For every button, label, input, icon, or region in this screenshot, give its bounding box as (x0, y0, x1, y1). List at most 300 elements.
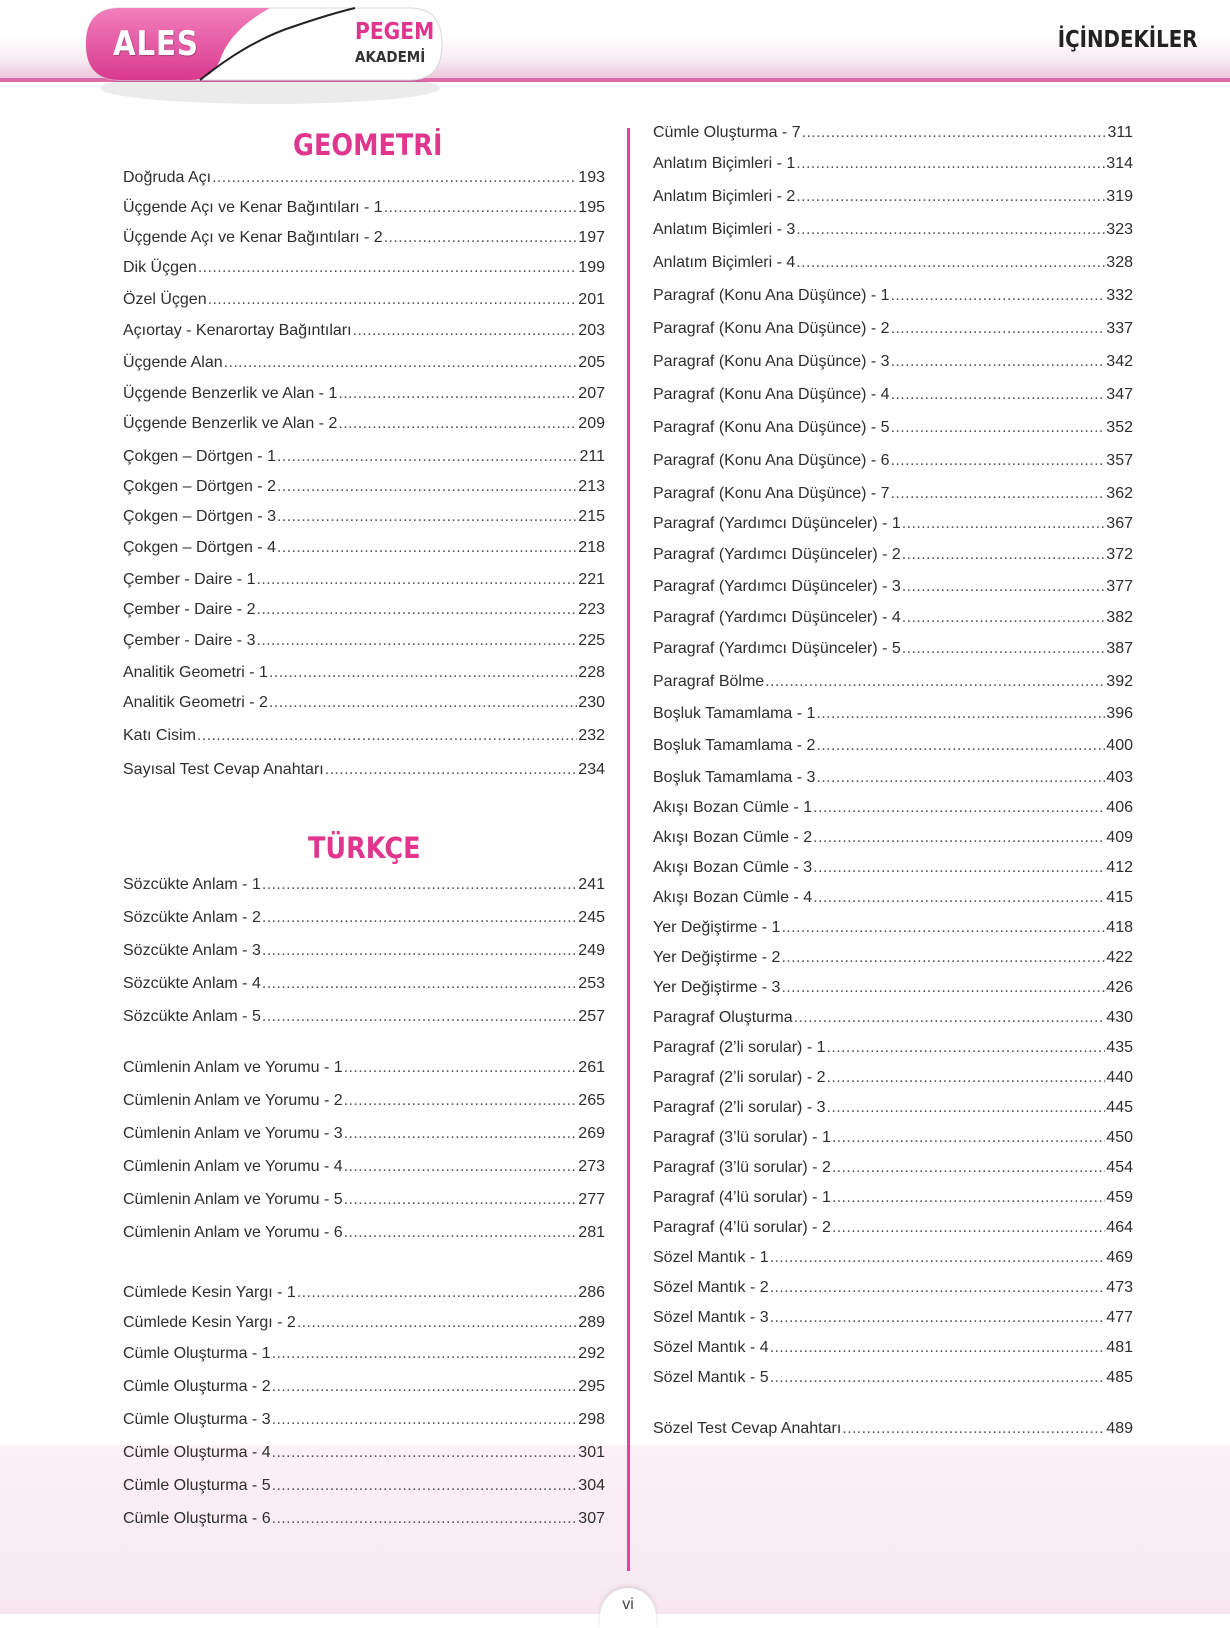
toc-entry[interactable] (123, 1375, 605, 1401)
toc-entry-page: 464 (1106, 1219, 1133, 1236)
toc-entry[interactable] (653, 1036, 1133, 1062)
dot-leader (827, 1096, 1106, 1120)
toc-entry-page: 232 (578, 727, 605, 744)
dot-leader (796, 251, 1105, 275)
dot-leader (344, 1089, 578, 1113)
toc-entry-page: 197 (578, 229, 605, 246)
toc-entry-title: Cümlenin Anlam ve Yorumu - 2 (123, 1092, 343, 1109)
toc-entry-title: Cümle Oluşturma - 5 (123, 1477, 271, 1494)
toc-entry-title: Paragraf (3’lü sorular) - 1 (653, 1129, 831, 1146)
toc-entry[interactable] (123, 256, 605, 282)
dot-leader (832, 1186, 1105, 1210)
toc-entry[interactable] (123, 1122, 605, 1148)
toc-entry-page: 209 (578, 415, 605, 432)
toc-entry[interactable] (123, 445, 605, 471)
toc-entry-page: 418 (1106, 919, 1133, 936)
toc-entry[interactable] (653, 251, 1133, 277)
toc-entry-title: Sözcükte Anlam - 4 (123, 975, 261, 992)
toc-entry-page: 440 (1106, 1069, 1133, 1086)
toc-entry-title: Paragraf (2’li sorular) - 3 (653, 1099, 826, 1116)
toc-entry-page: 430 (1106, 1009, 1133, 1026)
dot-leader (781, 946, 1105, 970)
toc-entry-title: Yer Değiştirme - 1 (653, 919, 781, 936)
toc-entry-title: Çokgen – Dörtgen - 3 (123, 508, 276, 525)
toc-entry-title: Yer Değiştirme - 2 (653, 949, 781, 966)
dot-leader (796, 152, 1105, 176)
toc-entry-title: Çokgen – Dörtgen - 2 (123, 478, 276, 495)
toc-entry-title: Üçgende Açı ve Kenar Bağıntıları - 1 (123, 199, 383, 216)
toc-entry-title: Analitik Geometri - 1 (123, 664, 268, 681)
toc-entry-page: 337 (1106, 320, 1133, 337)
toc-entry[interactable] (123, 1056, 605, 1082)
toc-entry-title: Boşluk Tamamlama - 1 (653, 705, 816, 722)
toc-entry[interactable] (653, 886, 1133, 912)
toc-entry[interactable] (653, 734, 1133, 760)
toc-entry-page: 277 (578, 1191, 605, 1208)
toc-entry-page: 292 (578, 1345, 605, 1362)
toc-entry-title: Paragraf Bölme (653, 673, 765, 690)
toc-entry[interactable] (653, 1156, 1133, 1182)
toc-entry-page: 203 (578, 322, 605, 339)
toc-entry-title: Paragraf (4’lü sorular) - 1 (653, 1189, 831, 1206)
toc-entry-page: 301 (578, 1444, 605, 1461)
toc-entry[interactable] (123, 196, 605, 222)
toc-entry[interactable] (653, 416, 1133, 442)
toc-entry[interactable] (653, 1366, 1133, 1392)
toc-entry-title: Doğruda Açı (123, 169, 212, 186)
toc-entry-title: Paragraf (2’li sorular) - 1 (653, 1039, 826, 1056)
toc-entry-title: Cümle Oluşturma - 3 (123, 1411, 271, 1428)
toc-entry[interactable] (653, 121, 1133, 147)
toc-entry-page: 211 (579, 448, 605, 465)
toc-entry-page: 213 (578, 478, 605, 495)
toc-entry-page: 477 (1106, 1309, 1133, 1326)
dot-leader (384, 196, 578, 220)
toc-entry-title: Sözcükte Anlam - 3 (123, 942, 261, 959)
toc-entry-title: Cümlenin Anlam ve Yorumu - 3 (123, 1125, 343, 1142)
toc-entry[interactable] (123, 475, 605, 501)
toc-entry-title: Çember - Daire - 3 (123, 632, 256, 649)
toc-entry-title: Sözcükte Anlam - 1 (123, 876, 261, 893)
section-title-geometri: GEOMETRİ (293, 128, 443, 162)
dot-leader (272, 1342, 578, 1366)
dot-leader (891, 482, 1106, 506)
toc-entry[interactable] (653, 218, 1133, 244)
toc-entry-page: 319 (1106, 188, 1133, 205)
toc-entry-title: Sözel Mantık - 3 (653, 1309, 769, 1326)
toc-entry-page: 435 (1106, 1039, 1133, 1056)
toc-entry[interactable] (123, 351, 605, 377)
toc-entry[interactable] (653, 670, 1133, 696)
toc-entry[interactable] (653, 1186, 1133, 1212)
toc-entry[interactable] (653, 1006, 1133, 1032)
toc-entry-title: Paragraf (Konu Ana Düşünce) - 6 (653, 452, 890, 469)
toc-entry-page: 218 (578, 539, 605, 556)
dot-leader (272, 1375, 578, 1399)
toc-entry[interactable] (123, 1441, 605, 1467)
toc-entry-page: 362 (1106, 485, 1133, 502)
toc-entry-title: Paragraf (Yardımcı Düşünceler) - 5 (653, 640, 901, 657)
toc-entry[interactable] (123, 288, 605, 314)
toc-entry-page: 193 (578, 169, 605, 186)
toc-entry-title: Paragraf (Konu Ana Düşünce) - 7 (653, 485, 890, 502)
dot-leader (813, 886, 1105, 910)
toc-entry-page: 295 (578, 1378, 605, 1395)
toc-entry-page: 207 (578, 385, 605, 402)
toc-entry[interactable] (653, 796, 1133, 822)
toc-entry[interactable] (653, 826, 1133, 852)
dot-leader (902, 543, 1106, 567)
toc-entry-title: Paragraf Oluşturma (653, 1009, 793, 1026)
toc-entry[interactable] (653, 946, 1133, 972)
dot-leader (816, 702, 1105, 726)
dot-leader (272, 1507, 578, 1531)
dot-leader (796, 218, 1105, 242)
toc-entry-title: Çokgen – Dörtgen - 4 (123, 539, 276, 556)
toc-entry[interactable] (653, 383, 1133, 409)
dot-leader (827, 1066, 1106, 1090)
dot-leader (827, 1036, 1106, 1060)
toc-entry[interactable] (123, 505, 605, 531)
toc-entry-title: Cümlede Kesin Yargı - 1 (123, 1284, 296, 1301)
toc-entry-page: 257 (578, 1008, 605, 1025)
toc-entry-page: 489 (1106, 1420, 1133, 1437)
toc-entry[interactable] (653, 916, 1133, 942)
toc-entry-page: 415 (1106, 889, 1133, 906)
dot-leader (344, 1188, 578, 1212)
dot-leader (384, 226, 578, 250)
toc-entry[interactable] (123, 1281, 605, 1307)
toc-entry-title: Sözel Mantık - 2 (653, 1279, 769, 1296)
toc-entry-title: Çember - Daire - 1 (123, 571, 256, 588)
dot-leader (813, 856, 1105, 880)
ales-brand: ALES (113, 24, 199, 64)
toc-entry[interactable] (653, 1246, 1133, 1272)
dot-leader (781, 976, 1105, 1000)
toc-entry-title: Paragraf (3’lü sorular) - 2 (653, 1159, 831, 1176)
dot-leader (198, 256, 577, 280)
toc-entry-page: 261 (578, 1059, 605, 1076)
dot-leader (770, 1336, 1106, 1360)
dot-leader (262, 939, 577, 963)
toc-entry-page: 481 (1106, 1339, 1133, 1356)
toc-entry[interactable] (123, 1005, 605, 1031)
toc-entry-title: Anlatım Biçimleri - 2 (653, 188, 796, 205)
toc-entry[interactable] (653, 637, 1133, 663)
dot-leader (262, 1005, 577, 1029)
dot-leader (197, 724, 577, 748)
toc-entry-page: 352 (1106, 419, 1133, 436)
dot-leader (269, 691, 577, 715)
toc-entry[interactable] (653, 1276, 1133, 1302)
toc-entry[interactable] (123, 598, 605, 624)
toc-entry-title: Anlatım Biçimleri - 3 (653, 221, 796, 238)
dot-leader (770, 1306, 1106, 1330)
toc-entry[interactable] (653, 1096, 1133, 1122)
toc-entry-page: 382 (1106, 609, 1133, 626)
toc-entry[interactable] (123, 536, 605, 562)
dot-leader (770, 1366, 1106, 1390)
toc-entry-page: 396 (1106, 705, 1133, 722)
toc-entry-title: Cümle Oluşturma - 7 (653, 124, 801, 141)
toc-entry-page: 412 (1106, 859, 1133, 876)
dot-leader (338, 382, 577, 406)
dot-leader (891, 416, 1106, 440)
toc-entry-title: Özel Üçgen (123, 291, 207, 308)
toc-entry[interactable] (653, 185, 1133, 211)
dot-leader (269, 661, 577, 685)
dot-leader (902, 606, 1106, 630)
toc-entry-page: 459 (1106, 1189, 1133, 1206)
toc-entry-title: Cümlede Kesin Yargı - 2 (123, 1314, 296, 1331)
toc-entry[interactable] (653, 350, 1133, 376)
toc-entry[interactable] (123, 226, 605, 252)
toc-entry-page: 286 (578, 1284, 605, 1301)
toc-entry[interactable] (123, 724, 605, 750)
toc-entry[interactable] (123, 873, 605, 899)
dot-leader (338, 412, 577, 436)
toc-entry-page: 314 (1106, 155, 1133, 172)
toc-entry-title: Boşluk Tamamlama - 2 (653, 737, 816, 754)
toc-entry-title: Cümle Oluşturma - 6 (123, 1510, 271, 1527)
toc-entry[interactable] (123, 661, 605, 687)
toc-entry[interactable] (653, 976, 1133, 1002)
toc-entry[interactable] (653, 284, 1133, 310)
dot-leader (832, 1156, 1105, 1180)
page-title: İÇİNDEKİLER (1058, 27, 1198, 53)
toc-entry[interactable] (653, 317, 1133, 343)
dot-leader (781, 916, 1105, 940)
dot-leader (256, 568, 577, 592)
toc-entry-title: Paragraf (Yardımcı Düşünceler) - 3 (653, 578, 901, 595)
toc-entry-page: 485 (1106, 1369, 1133, 1386)
dot-leader (277, 505, 577, 529)
toc-entry-title: Çember - Daire - 2 (123, 601, 256, 618)
dot-leader (765, 670, 1105, 694)
toc-entry-title: Sözel Mantık - 5 (653, 1369, 769, 1386)
toc-entry-page: 273 (578, 1158, 605, 1175)
toc-entry-page: 221 (578, 571, 605, 588)
dot-leader (832, 1126, 1105, 1150)
toc-entry[interactable] (653, 1126, 1133, 1152)
dot-leader (770, 1276, 1106, 1300)
toc-entry[interactable] (653, 512, 1133, 538)
toc-entry[interactable] (123, 1155, 605, 1181)
dot-leader (277, 445, 579, 469)
toc-entry-page: 265 (578, 1092, 605, 1109)
toc-entry-title: Sözel Test Cevap Anahtarı (653, 1420, 842, 1437)
dot-leader (212, 166, 577, 190)
dot-leader (902, 637, 1106, 661)
toc-entry-title: Üçgende Alan (123, 354, 223, 371)
toc-entry-page: 473 (1106, 1279, 1133, 1296)
toc-entry[interactable] (123, 758, 605, 784)
dot-leader (277, 475, 577, 499)
toc-entry-page: 298 (578, 1411, 605, 1428)
dot-leader (344, 1122, 578, 1146)
dot-leader (832, 1216, 1105, 1240)
dot-leader (770, 1246, 1106, 1270)
toc-entry-page: 387 (1106, 640, 1133, 657)
toc-entry[interactable] (653, 1216, 1133, 1242)
toc-entry[interactable] (123, 319, 605, 345)
toc-entry-title: Üçgende Benzerlik ve Alan - 1 (123, 385, 338, 402)
toc-entry-page: 234 (578, 761, 605, 778)
dot-leader (891, 317, 1106, 341)
toc-entry-page: 367 (1106, 515, 1133, 532)
toc-entry-page: 392 (1106, 673, 1133, 690)
dot-leader (816, 766, 1105, 790)
toc-entry-title: Anlatım Biçimleri - 1 (653, 155, 796, 172)
column-divider (627, 128, 630, 1571)
publisher-name: PEGEM (355, 19, 435, 45)
dot-leader (208, 288, 578, 312)
toc-entry[interactable] (653, 152, 1133, 178)
toc-entry-page: 307 (578, 1510, 605, 1527)
toc-entry-page: 406 (1106, 799, 1133, 816)
toc-entry-title: Sayısal Test Cevap Anahtarı (123, 761, 324, 778)
toc-entry[interactable] (123, 1188, 605, 1214)
toc-entry-page: 422 (1106, 949, 1133, 966)
dot-leader (902, 512, 1106, 536)
toc-entry[interactable] (653, 1336, 1133, 1362)
dot-leader (272, 1441, 578, 1465)
toc-entry-title: Paragraf (Konu Ana Düşünce) - 4 (653, 386, 890, 403)
dot-leader (272, 1408, 578, 1432)
toc-entry-title: Paragraf (Yardımcı Düşünceler) - 4 (653, 609, 901, 626)
toc-entry-title: Paragraf (Konu Ana Düşünce) - 3 (653, 353, 890, 370)
dot-leader (902, 575, 1106, 599)
toc-entry-title: Sözcükte Anlam - 2 (123, 909, 261, 926)
toc-entry-page: 249 (578, 942, 605, 959)
toc-entry-page: 332 (1106, 287, 1133, 304)
toc-entry[interactable] (653, 449, 1133, 475)
toc-entry-title: Akışı Bozan Cümle - 4 (653, 889, 813, 906)
toc-entry[interactable] (123, 1089, 605, 1115)
toc-entry-page: 241 (578, 876, 605, 893)
toc-entry-page: 225 (578, 632, 605, 649)
toc-entry[interactable] (123, 1507, 605, 1533)
dot-leader (891, 383, 1106, 407)
dot-leader (353, 319, 578, 343)
dot-leader (277, 536, 577, 560)
toc-entry-page: 372 (1106, 546, 1133, 563)
page-number: vi (600, 1588, 656, 1628)
toc-entry-title: Akışı Bozan Cümle - 2 (653, 829, 813, 846)
toc-entry-title: Boşluk Tamamlama - 3 (653, 769, 816, 786)
toc-entry[interactable] (123, 382, 605, 408)
toc-entry-title: Akışı Bozan Cümle - 1 (653, 799, 813, 816)
dot-leader (256, 598, 577, 622)
toc-entry-title: Katı Cisim (123, 727, 196, 744)
toc-entry-page: 409 (1106, 829, 1133, 846)
toc-entry-page: 400 (1106, 737, 1133, 754)
dot-leader (891, 350, 1106, 374)
toc-entry-page: 403 (1106, 769, 1133, 786)
toc-entry-title: Paragraf (Konu Ana Düşünce) - 1 (653, 287, 890, 304)
dot-leader (891, 449, 1106, 473)
toc-entry[interactable] (123, 1221, 605, 1247)
toc-entry[interactable] (653, 856, 1133, 882)
toc-entry[interactable] (653, 702, 1133, 728)
toc-entry[interactable] (653, 1417, 1133, 1443)
toc-entry-title: Üçgende Açı ve Kenar Bağıntıları - 2 (123, 229, 383, 246)
toc-entry-page: 454 (1106, 1159, 1133, 1176)
toc-entry-title: Sözel Mantık - 1 (653, 1249, 769, 1266)
toc-entry-title: Cümlenin Anlam ve Yorumu - 1 (123, 1059, 343, 1076)
dot-leader (344, 1221, 578, 1245)
toc-entry-page: 304 (578, 1477, 605, 1494)
dot-leader (262, 972, 577, 996)
dot-leader (796, 185, 1105, 209)
toc-entry[interactable] (653, 766, 1133, 792)
toc-entry-page: 450 (1106, 1129, 1133, 1146)
dot-leader (297, 1281, 577, 1305)
toc-entry[interactable] (653, 575, 1133, 601)
toc-entry[interactable] (123, 1342, 605, 1368)
dot-leader (262, 873, 577, 897)
toc-entry[interactable] (653, 606, 1133, 632)
toc-entry-title: Sözel Mantık - 4 (653, 1339, 769, 1356)
toc-entry[interactable] (123, 1408, 605, 1434)
toc-entry-title: Sözcükte Anlam - 5 (123, 1008, 261, 1025)
toc-entry-page: 328 (1106, 254, 1133, 271)
toc-entry[interactable] (123, 906, 605, 932)
toc-entry-title: Açıortay - Kenarortay Bağıntıları (123, 322, 352, 339)
dot-leader (794, 1006, 1106, 1030)
toc-entry-title: Paragraf (Konu Ana Düşünce) - 5 (653, 419, 890, 436)
dot-leader (224, 351, 578, 375)
dot-leader (272, 1474, 578, 1498)
toc-entry[interactable] (653, 482, 1133, 508)
toc-entry-title: Paragraf (4’lü sorular) - 2 (653, 1219, 831, 1236)
toc-entry[interactable] (653, 543, 1133, 569)
toc-entry[interactable] (123, 412, 605, 438)
toc-entry-title: Cümle Oluşturma - 1 (123, 1345, 271, 1362)
toc-entry-page: 311 (1107, 124, 1133, 141)
toc-entry[interactable] (123, 629, 605, 655)
toc-entry-page: 230 (578, 694, 605, 711)
toc-entry-title: Paragraf (Yardımcı Düşünceler) - 1 (653, 515, 901, 532)
toc-entry[interactable] (123, 166, 605, 192)
toc-entry-page: 228 (578, 664, 605, 681)
toc-entry[interactable] (123, 1311, 605, 1337)
toc-entry[interactable] (653, 1066, 1133, 1092)
toc-entry-title: Analitik Geometri - 2 (123, 694, 268, 711)
dot-leader (325, 758, 578, 782)
dot-leader (891, 284, 1106, 308)
toc-entry-page: 347 (1106, 386, 1133, 403)
dot-leader (802, 121, 1107, 145)
dot-leader (262, 906, 577, 930)
toc-entry[interactable] (123, 972, 605, 998)
toc-entry[interactable] (123, 939, 605, 965)
toc-entry-page: 245 (578, 909, 605, 926)
toc-entry[interactable] (653, 1306, 1133, 1332)
toc-entry-title: Cümle Oluşturma - 2 (123, 1378, 271, 1395)
toc-entry[interactable] (123, 691, 605, 717)
toc-entry-page: 377 (1106, 578, 1133, 595)
section-title-turkce: TÜRKÇE (308, 831, 421, 865)
toc-entry-page: 445 (1106, 1099, 1133, 1116)
toc-entry-title: Dik Üçgen (123, 259, 197, 276)
dot-leader (813, 796, 1105, 820)
toc-entry[interactable] (123, 1474, 605, 1500)
toc-entry-page: 205 (578, 354, 605, 371)
toc-entry-title: Üçgende Benzerlik ve Alan - 2 (123, 415, 338, 432)
dot-leader (816, 734, 1105, 758)
toc-entry[interactable] (123, 568, 605, 594)
